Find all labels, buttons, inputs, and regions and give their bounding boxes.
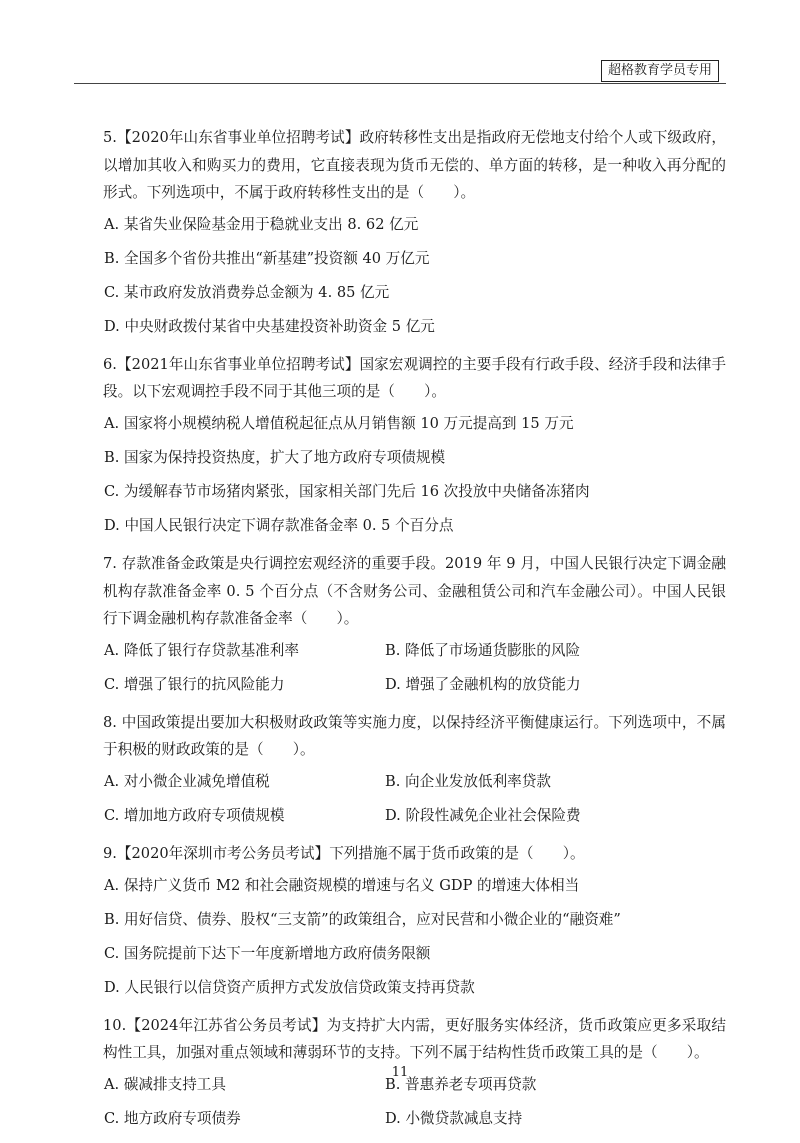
option-c: C. 某市政府发放消费券总金额为 4. 85 亿元 [104, 283, 390, 301]
option-c: C. 为缓解春节市场猪肉紧张，国家相关部门先后 16 次投放中央储备冻猪肉 [104, 482, 590, 500]
options-row [104, 1109, 726, 1129]
options-row [104, 641, 726, 661]
option-b: B. 降低了市场通货膨胀的风险 [385, 641, 581, 659]
option-d: D. 阶段性减免企业社会保险费 [385, 806, 581, 824]
question-stem: 7. 存款准备金政策是央行调控宏观经济的重要手段。2019 年 9 月，中国人民银行决定下调金融机构存款准备金率 0. 5 个百分点（不含财务公司、金融租赁公司和汽车金融公司）。中国人民银行下调金融机构存款准备金率（ ）。 [103, 554, 726, 628]
option-a: A. 保持广义货币 M2 和社会融资规模的增速与名义 GDP 的增速大体相当 [104, 876, 580, 894]
question-8 [104, 709, 726, 826]
question-5 [104, 124, 726, 337]
option-a: A. 碳减排支持工具 [104, 1075, 226, 1093]
page-number: 11 [391, 1065, 409, 1080]
question-list [104, 124, 726, 1143]
option-b: B. 用好信贷、债券、股权“三支箭”的政策组合，应对民营和小微企业的“融资难” [104, 910, 621, 928]
option-d: D. 中央财政拨付某省中央基建投资补助资金 5 亿元 [104, 317, 435, 335]
option-c: C. 增加地方政府专项债规模 [104, 806, 285, 824]
option-a: A. 降低了银行存贷款基准利率 [104, 641, 299, 659]
option-c: C. 地方政府专项债券 [104, 1109, 241, 1127]
question-7 [104, 550, 726, 695]
options-row [104, 772, 726, 792]
option-d: D. 小微贷款减息支持 [385, 1109, 523, 1127]
option-c: C. 增强了银行的抗风险能力 [104, 675, 285, 693]
option-b: B. 向企业发放低利率贷款 [385, 772, 551, 790]
option-b: B. 普惠养老专项再贷款 [385, 1075, 537, 1093]
header-stamp: 超格教育学员专用 [601, 60, 719, 82]
question-stem: 8. 中国政策提出要加大积极财政政策等实施力度，以保持经济平衡健康运行。下列选项中，不属于积极的财政政策的是（ ）。 [103, 713, 726, 759]
option-b: B. 国家为保持投资热度，扩大了地方政府专项债规模 [104, 448, 446, 466]
question-stem: 5.【2020年山东省事业单位招聘考试】政府转移性支出是指政府无偿地支付给个人或下级政府，以增加其收入和购买力的费用，它直接表现为货币无偿的、单方面的转移，是一种收入再分配的形式。下列选项中，不属于政府转移性支出的是（ ）。 [103, 129, 726, 202]
options-row [104, 675, 726, 695]
option-d: D. 中国人民银行决定下调存款准备金率 0. 5 个百分点 [104, 516, 454, 534]
option-d: D. 人民银行以信贷资产质押方式发放信贷政策支持再贷款 [104, 978, 475, 996]
header-rule [74, 83, 726, 84]
question-stem: 9.【2020年深圳市考公务员考试】下列措施不属于货币政策的是（ ）。 [103, 844, 585, 862]
option-a: A. 某省失业保险基金用于稳就业支出 8. 62 亿元 [104, 215, 419, 233]
option-a: A. 国家将小规模纳税人增值税起征点从月销售额 10 万元提高到 15 万元 [104, 414, 574, 432]
option-c: C. 国务院提前下达下一年度新增地方政府债务限额 [104, 944, 431, 962]
option-a: A. 对小微企业减免增值税 [104, 772, 270, 790]
question-stem: 10.【2024年江苏省公务员考试】为支持扩大内需，更好服务实体经济，货币政策应更多采取结构性工具，加强对重点领域和薄弱环节的支持。下列不属于结构性货币政策工具的是（ ）。 [103, 1016, 726, 1062]
question-6 [104, 351, 726, 536]
option-d: D. 增强了金融机构的放贷能力 [385, 675, 581, 693]
question-stem: 6.【2021年山东省事业单位招聘考试】国家宏观调控的主要手段有行政手段、经济手段和法律手段。以下宏观调控手段不同于其他三项的是（ ）。 [103, 355, 726, 401]
option-b: B. 全国多个省份共推出“新基建”投资额 40 万亿元 [104, 249, 430, 267]
options-row [104, 806, 726, 826]
question-9 [104, 840, 726, 998]
